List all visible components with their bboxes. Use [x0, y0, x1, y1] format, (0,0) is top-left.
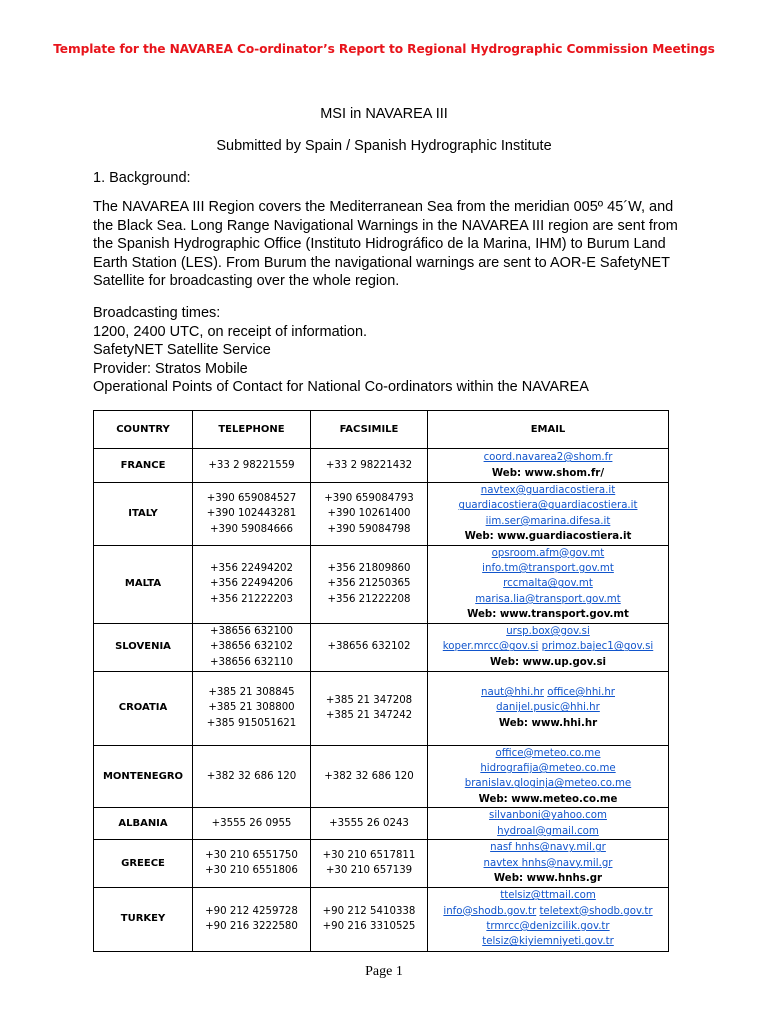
email-link[interactable]: office@hhi.hr — [547, 687, 615, 699]
broadcasting-info — [93, 304, 693, 397]
telephone-number: +356 22494202 — [209, 563, 294, 575]
facsimile-cell — [311, 745, 428, 808]
email-link[interactable]: nasf hnhs@navy.mil.gr — [490, 842, 606, 854]
telephone-number: +3555 26 0955 — [211, 818, 292, 830]
facsimile-cell — [311, 545, 428, 623]
header-email: EMAIL — [428, 411, 669, 449]
background-line: the Black Sea. Long Range Navigational Warnings in the NAVAREA III region are sent from — [93, 217, 678, 234]
broadcast-line: Broadcasting times: — [93, 305, 221, 321]
email-link[interactable]: navtex@guardiacostiera.it — [480, 485, 616, 496]
telephone-number: +38656 632110 — [209, 656, 294, 668]
telephone-number: +382 32 686 120 — [206, 770, 297, 782]
telephone-number: +38656 632100 — [209, 626, 294, 638]
broadcast-line: Operational Points of Contact for National Co-ordinators within the NAVAREA — [93, 379, 589, 395]
telephone-cell — [193, 483, 311, 546]
facsimile-number: +385 21 347242 — [325, 710, 413, 722]
telephone-number: +385 21 308800 — [208, 702, 295, 714]
email-cell — [428, 671, 669, 745]
telephone-number: +90 216 3222580 — [205, 921, 298, 932]
email-link-pair — [428, 685, 668, 700]
background-line: the Spanish Hydrographic Office (Instituto Hidrográfico de la Marina, IHM) to Burum Land — [93, 236, 666, 252]
country-cell: MALTA — [94, 545, 193, 623]
email-cell — [428, 745, 669, 808]
telephone-cell — [193, 545, 311, 623]
telephone-cell — [193, 840, 311, 887]
email-link[interactable]: danijel.pusic@hhi.hr — [496, 702, 600, 714]
facsimile-number: +38656 632102 — [327, 641, 411, 653]
telephone-number: +356 22494206 — [209, 578, 294, 590]
email-link[interactable]: ursp.box@gov.si — [506, 626, 590, 638]
header-facsimile: FACSIMILE — [311, 411, 428, 449]
telephone-number: +356 21222203 — [209, 593, 294, 605]
broadcast-line: 1200, 2400 UTC, on receipt of information. — [93, 323, 368, 340]
telephone-number: +30 210 6551750 — [205, 849, 298, 861]
telephone-number: +390 59084666 — [209, 523, 294, 535]
country-cell: GREECE — [94, 840, 193, 887]
website-label: Web: www.hnhs.gr — [493, 873, 603, 885]
telephone-cell — [193, 449, 311, 483]
facsimile-number: +390 10261400 — [327, 508, 411, 520]
email-link[interactable]: info@shodb.gov.tr — [443, 905, 537, 917]
country-cell: TURKEY — [94, 887, 193, 951]
table-row — [94, 449, 669, 483]
facsimile-cell — [311, 808, 428, 840]
facsimile-number: +356 21250365 — [327, 578, 411, 590]
facsimile-cell — [311, 483, 428, 546]
facsimile-number: +30 210 6517811 — [322, 849, 416, 861]
facsimile-number: +390 59084798 — [327, 523, 411, 535]
email-link[interactable]: opsroom.afm@gov.mt — [491, 547, 605, 559]
email-link[interactable]: silvanboni@yahoo.com — [489, 810, 607, 822]
country-cell: ITALY — [94, 483, 193, 546]
email-link[interactable]: guardiacostiera@guardiacostiera.it — [458, 500, 638, 512]
website-label: Web: www.shom.fr/ — [491, 467, 605, 479]
email-cell — [428, 483, 669, 546]
document-subtitle: Submitted by Spain / Spanish Hydrographic Institute — [216, 138, 552, 154]
email-cell — [428, 887, 669, 951]
table-row — [94, 623, 669, 671]
header-country: COUNTRY — [94, 411, 193, 449]
website-label: Web: www.up.gov.si — [489, 656, 607, 668]
facsimile-cell — [311, 887, 428, 951]
email-cell — [428, 449, 669, 483]
facsimile-number: +385 21 347208 — [325, 694, 413, 706]
broadcast-line: Provider: Stratos Mobile — [93, 360, 248, 377]
facsimile-cell — [311, 671, 428, 745]
facsimile-number: +382 32 686 120 — [324, 770, 414, 782]
document-title: MSI in NAVAREA III — [320, 106, 448, 122]
facsimile-cell — [311, 623, 428, 671]
email-link[interactable]: hidrografija@meteo.co.me — [480, 763, 616, 775]
email-link[interactable]: coord.navarea2@shom.fr — [483, 452, 613, 464]
table-row — [94, 840, 669, 887]
telephone-number: +385 915051621 — [206, 717, 297, 729]
facsimile-number: +356 21809860 — [327, 563, 411, 575]
email-cell — [428, 808, 669, 840]
table-row — [94, 483, 669, 546]
email-cell — [428, 623, 669, 671]
email-cell — [428, 545, 669, 623]
header-telephone: TELEPHONE — [193, 411, 311, 449]
background-line: Satellite for broadcasting over the whole region. — [93, 273, 400, 289]
table-row — [94, 808, 669, 840]
country-cell: CROATIA — [94, 671, 193, 745]
telephone-cell — [193, 808, 311, 840]
email-link[interactable]: primoz.bajec1@gov.si — [541, 641, 654, 653]
facsimile-number: +356 21222208 — [327, 593, 411, 605]
background-line: The NAVAREA III Region covers the Mediterranean Sea from the meridian 005º 45´W, and — [93, 199, 674, 215]
telephone-number: +30 210 6551806 — [205, 865, 298, 877]
contacts-table — [93, 410, 669, 952]
page-number: Page 1 — [365, 964, 403, 979]
telephone-number: +33 2 98221559 — [208, 459, 295, 471]
telephone-number: +38656 632102 — [209, 641, 294, 653]
email-link[interactable]: ttelsiz@ttmail.com — [500, 890, 596, 902]
facsimile-cell — [311, 840, 428, 887]
report-template-note: Template for the NAVAREA Co-ordinator’s Report to Regional Hydrographic Commission Meetings — [53, 42, 715, 56]
email-link[interactable]: info.tm@transport.gov.mt — [482, 563, 614, 575]
country-cell: MONTENEGRO — [94, 745, 193, 808]
email-link[interactable]: rccmalta@gov.mt — [503, 578, 593, 590]
country-cell: FRANCE — [94, 449, 193, 483]
email-link[interactable]: navtex hnhs@navy.mil.gr — [483, 857, 613, 869]
email-link[interactable]: naut@hhi.hr — [481, 687, 544, 699]
country-cell: ALBANIA — [94, 808, 193, 840]
email-link-pair — [428, 904, 668, 919]
broadcast-line: SafetyNET Satellite Service — [93, 342, 271, 358]
telephone-cell — [193, 887, 311, 951]
telephone-cell — [193, 745, 311, 808]
table-row — [94, 887, 669, 951]
telephone-number: +390 102443281 — [206, 508, 297, 520]
telephone-cell — [193, 623, 311, 671]
background-line: Earth Station (LES). From Burum the navigational warnings are sent to AOR-E SafetyNET — [93, 254, 671, 271]
email-link[interactable]: office@meteo.co.me — [495, 747, 601, 759]
email-link[interactable]: iim.ser@marina.difesa.it — [485, 515, 611, 527]
email-link[interactable]: koper.mrcc@gov.si — [442, 641, 539, 653]
email-link[interactable]: marisa.lia@transport.gov.mt — [475, 593, 621, 605]
background-paragraph — [93, 198, 678, 291]
telephone-number: +385 21 308845 — [208, 687, 295, 699]
facsimile-number: +3555 26 0243 — [329, 818, 409, 830]
country-cell: SLOVENIA — [94, 623, 193, 671]
email-link[interactable]: branislav.gloginja@meteo.co.me — [464, 778, 632, 790]
table-row — [94, 671, 669, 745]
table-row — [94, 545, 669, 623]
telephone-number: +90 212 4259728 — [205, 905, 298, 917]
website-label: Web: www.meteo.co.me — [478, 793, 618, 805]
telephone-cell — [193, 671, 311, 745]
facsimile-number: +33 2 98221432 — [325, 459, 413, 471]
website-label: Web: www.transport.gov.mt — [467, 609, 629, 621]
facsimile-number: +30 210 657139 — [325, 865, 413, 877]
facsimile-number: +90 212 5410338 — [322, 905, 416, 917]
facsimile-number: +390 659084793 — [324, 492, 414, 504]
telephone-number: +390 659084527 — [206, 492, 297, 504]
email-link-pair — [428, 639, 668, 654]
website-label: Web: www.guardiacostiera.it — [464, 531, 632, 543]
website-label: Web: www.hhi.hr — [498, 717, 598, 729]
email-cell — [428, 840, 669, 887]
facsimile-number: +90 216 3310525 — [322, 921, 416, 932]
section-heading-background: 1. Background: — [93, 170, 191, 186]
email-link[interactable]: teletext@shodb.gov.tr — [539, 905, 653, 917]
table-row — [94, 745, 669, 808]
facsimile-cell — [311, 449, 428, 483]
table-header-row — [94, 411, 669, 449]
email-link[interactable]: trmrcc@denizcilik.gov.tr — [486, 921, 610, 932]
email-link[interactable]: hydroal@gmail.com — [497, 825, 599, 837]
email-link[interactable]: telsiz@kiyiemniyeti.gov.tr — [482, 936, 614, 948]
